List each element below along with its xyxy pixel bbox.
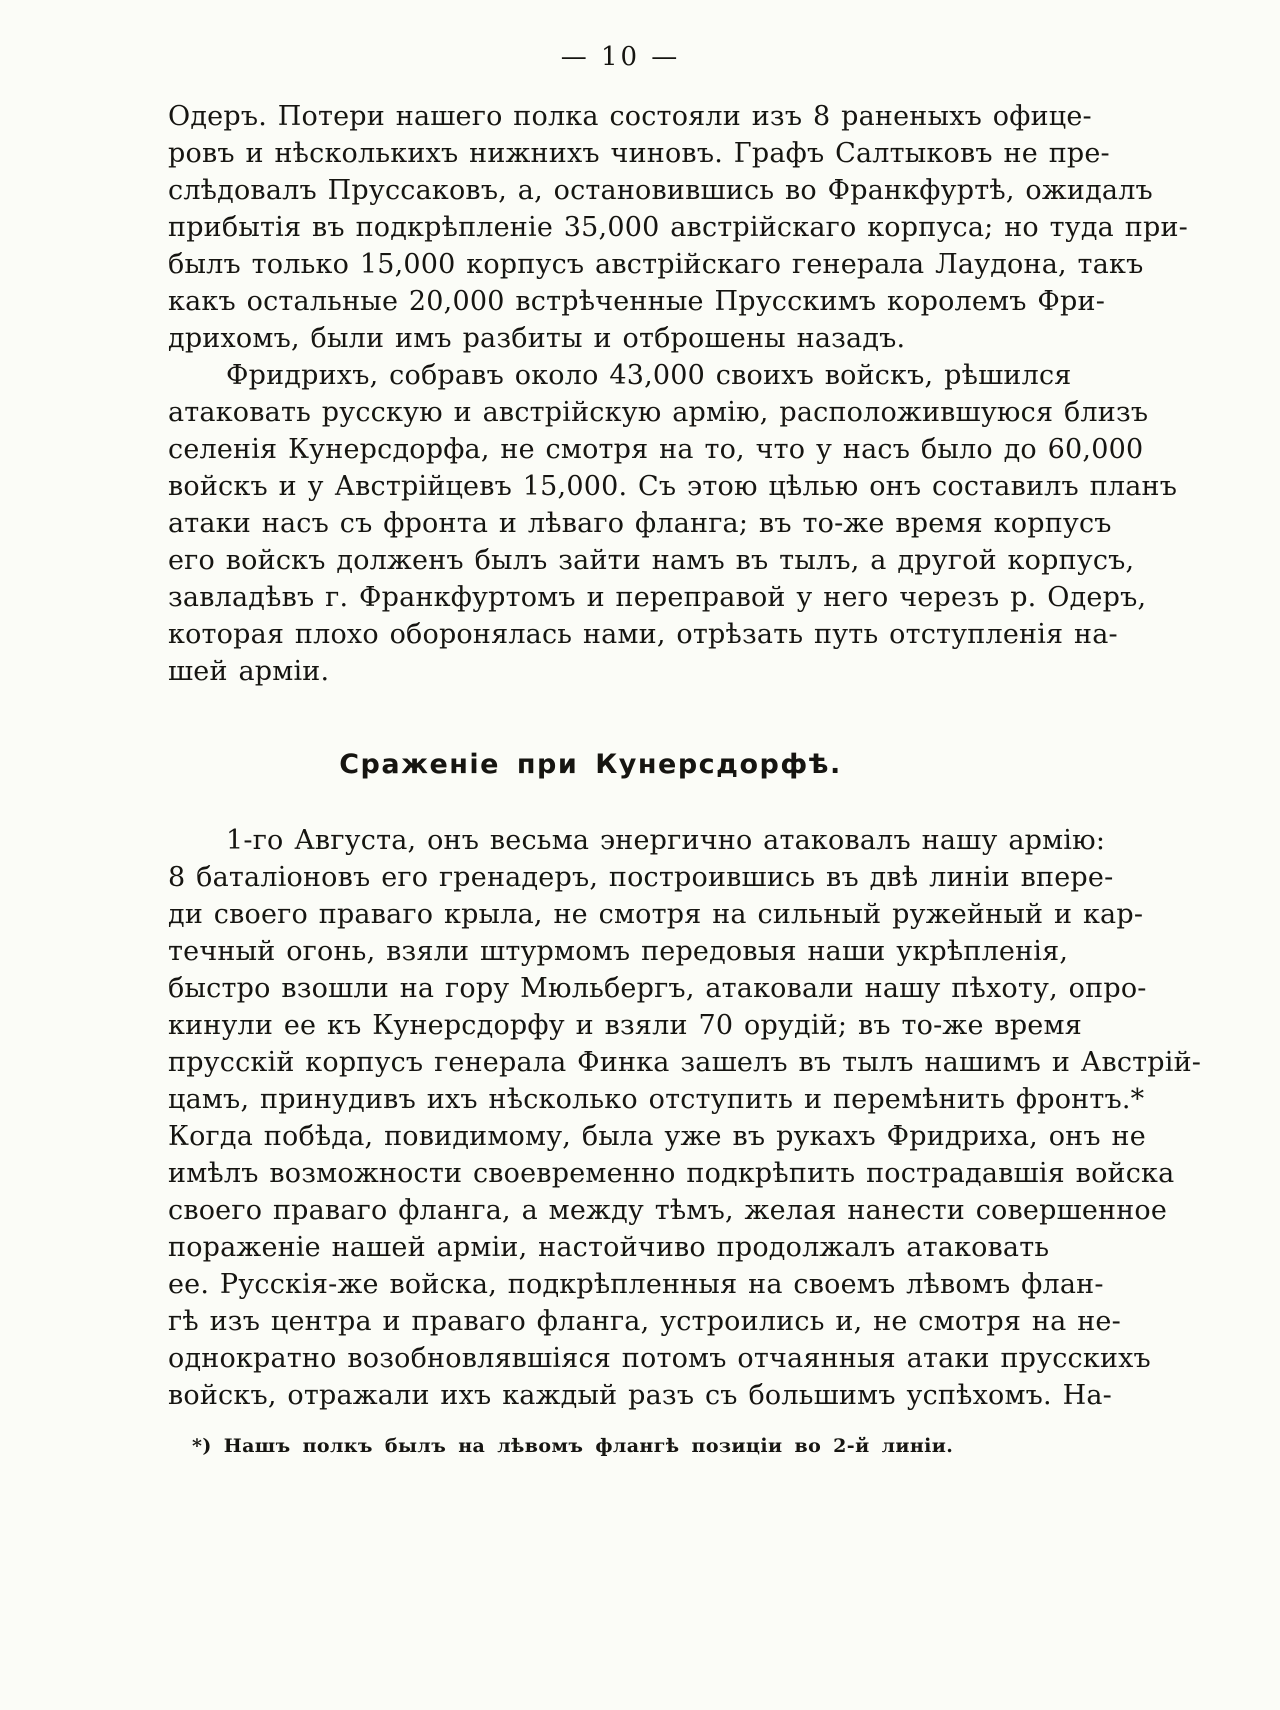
text-line: течный огонь, взяли штурмомъ передовыя наши укрѣпленія,: [168, 936, 1069, 967]
text-line: слѣдовалъ Пруссаковъ, а, остановившись во Франкфуртѣ, ожидалъ: [168, 175, 1153, 206]
footnote: *) Нашъ полкъ былъ на лѣвомъ флангѣ позиціи во 2-й линіи.: [192, 1435, 954, 1457]
text-line: его войскъ долженъ былъ зайти намъ въ тылъ, а другой корпусъ,: [168, 545, 1135, 576]
text-line: 1-го Августа, онъ весьма энергично атаковалъ нашу армію:: [226, 825, 1106, 856]
text-line: гѣ изъ центра и праваго фланга, устроились и, не смотря на не-: [168, 1306, 1121, 1337]
body-text: [168, 98, 1202, 1465]
text-line: кинули ее къ Кунерсдорфу и взяли 70 орудій; въ то-же время: [168, 1010, 1082, 1041]
text-line: своего праваго фланга, а между тѣмъ, желая нанести совершенное: [168, 1195, 1168, 1226]
text-line: атаки насъ съ фронта и лѣваго фланга; въ то-же время корпусъ: [168, 508, 1112, 539]
paragraph-friedrich-plan: [168, 357, 1178, 690]
text-line: войскъ, отражали ихъ каждый разъ съ большимъ успѣхомъ. На-: [168, 1380, 1112, 1411]
text-line: пораженіе нашей арміи, настойчиво продолжалъ атаковать: [168, 1232, 1050, 1263]
text-line: прусскій корпусъ генерала Финка зашелъ въ тылъ нашимъ и Австрій-: [168, 1047, 1202, 1078]
text-line: ее. Русскія-же войска, подкрѣпленныя на своемъ лѣвомъ флан-: [168, 1269, 1104, 1300]
text-line: шей арміи.: [168, 656, 330, 687]
paragraph-battle-description: [168, 822, 1202, 1414]
text-line: какъ остальные 20,000 встрѣченные Прусскимъ королемъ Фри-: [168, 286, 1106, 317]
text-line: цамъ, принудивъ ихъ нѣсколько отступить и перемѣнить фронтъ.*: [168, 1084, 1145, 1115]
text-line: войскъ и у Австрійцевъ 15,000. Съ этою цѣлью онъ составилъ планъ: [168, 471, 1178, 502]
text-column: [168, 0, 1202, 1465]
text-line: 8 баталіоновъ его гренадеръ, построившись въ двѣ линіи впере-: [168, 862, 1114, 893]
text-line: атаковать русскую и австрійскую армію, расположившуюся близъ: [168, 397, 1149, 428]
text-line: Фридрихъ, собравъ около 43,000 своихъ войскъ, рѣшился: [226, 360, 1072, 391]
text-line: ровъ и нѣсколькихъ нижнихъ чиновъ. Графъ Салтыковъ не пре-: [168, 138, 1110, 169]
text-line: селенія Кунерсдорфа, не смотря на то, что у насъ было до 60,000: [168, 434, 1144, 465]
section-heading-kunersdorf: Сраженіе при Кунерсдорфѣ.: [339, 749, 842, 780]
text-line: быстро взошли на гору Мюльбергъ, атаковали нашу пѣхоту, опро-: [168, 973, 1147, 1004]
text-line: былъ только 15,000 корпусъ австрійскаго генерала Лаудона, такъ: [168, 249, 1144, 280]
text-line: имѣлъ возможности своевременно подкрѣпить пострадавшія войска: [168, 1158, 1175, 1189]
text-line: ди своего праваго крыла, не смотря на сильный ружейный и кар-: [168, 899, 1144, 930]
text-line: прибытія въ подкрѣпленіе 35,000 австрійскаго корпуса; но туда при-: [168, 212, 1188, 243]
text-line: однократно возобновлявшіяся потомъ отчаянныя атаки прусскихъ: [168, 1343, 1151, 1374]
page-number: — 10 —: [560, 42, 681, 72]
text-line: Когда побѣда, повидимому, была уже въ рукахъ Фридриха, онъ не: [168, 1121, 1146, 1152]
paragraph-oder-losses: [168, 98, 1188, 357]
text-line: завладѣвъ г. Франкфуртомъ и переправой у него черезъ р. Одеръ,: [168, 582, 1147, 613]
text-line: дрихомъ, были имъ разбиты и отброшены назадъ.: [168, 323, 906, 354]
text-line: Одеръ. Потери нашего полка состояли изъ 8 раненыхъ офице-: [168, 101, 1092, 132]
text-line: которая плохо оборонялась нами, отрѣзать путь отступленія на-: [168, 619, 1118, 650]
